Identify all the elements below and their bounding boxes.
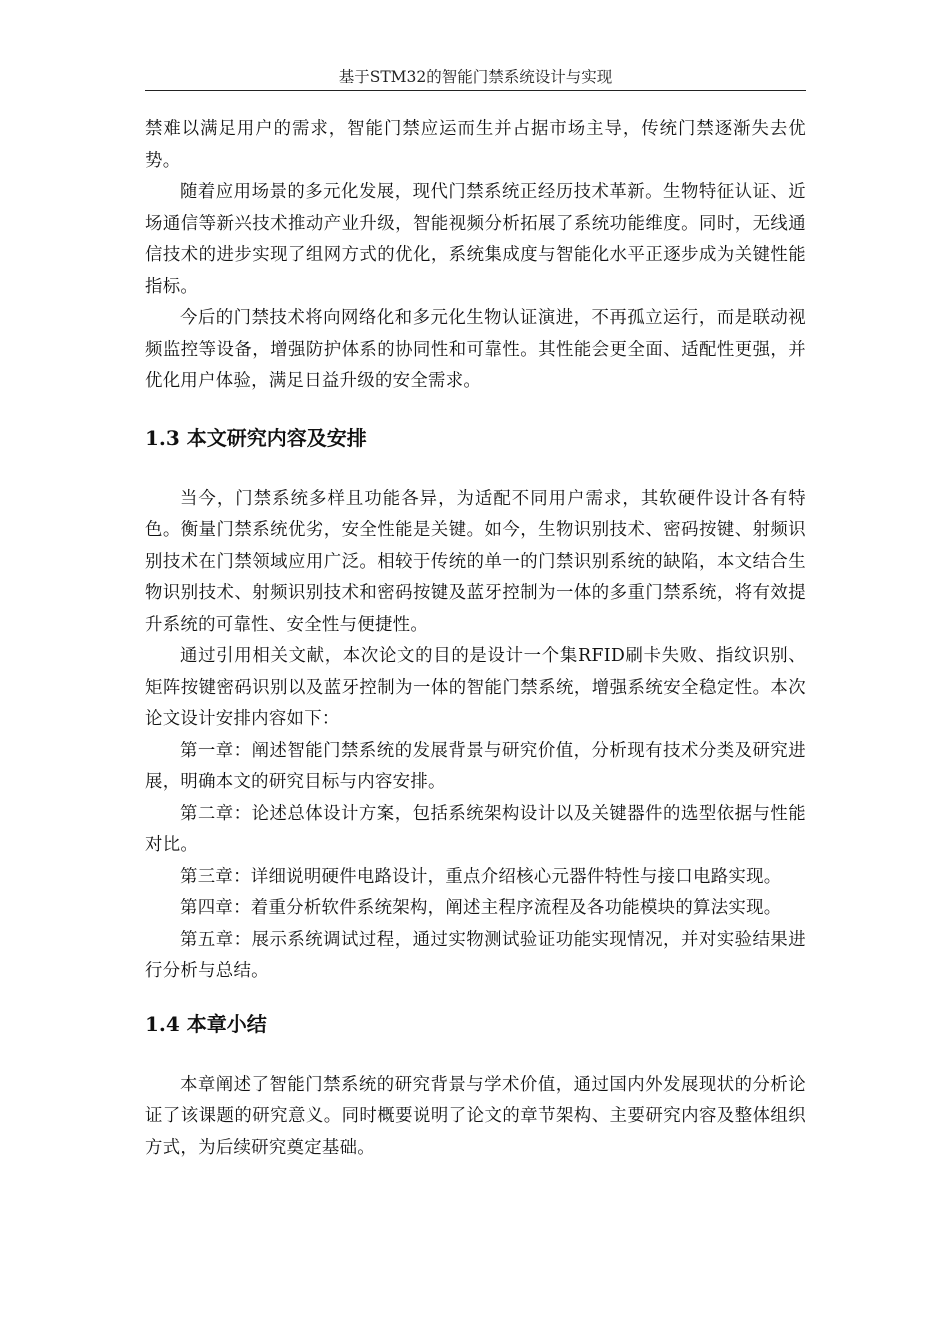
chapter-item-3: 第三章：详细说明硬件电路设计，重点介绍核心元器件特性与接口电路实现。 — [180, 866, 782, 887]
chapter-item-1: 第一章：阐述智能门禁系统的发展背景与研究价值，分析现有技术分类及研究进展，明确本文的研究目标与内容安排。 — [145, 740, 806, 792]
paragraph: 今后的门禁技术将向网络化和多元化生物认证演进，不再孤立运行，而是联动视频监控等设备，增强防护体系的协同性和可靠性。其性能会更全面、适配性更强，并优化用户体验，满足日益升级的安全需求。 — [145, 308, 806, 391]
page-header: 基于STM32的智能门禁系统设计与实现 — [145, 66, 806, 91]
page-body — [145, 114, 806, 1164]
section-heading-1-3: 1.3 本文研究内容及安排 — [145, 425, 367, 450]
chapter-item-5: 第五章：展示系统调试过程，通过实物测试验证功能实现情况，并对实验结果进行分析与总结。 — [145, 929, 806, 981]
paragraph: 通过引用相关文献，本次论文的目的是设计一个集RFID刷卡失败、指纹识别、矩阵按键密码识别以及蓝牙控制为一体的智能门禁系统，增强系统安全稳定性。本次论文设计安排内容如下： — [145, 646, 806, 729]
paragraph: 本章阐述了智能门禁系统的研究背景与学术价值，通过国内外发展现状的分析论证了该课题的研究意义。同时概要说明了论文的章节架构、主要研究内容及整体组织方式，为后续研究奠定基础。 — [145, 1074, 806, 1158]
chapter-item-4: 第四章：着重分析软件系统架构，阐述主程序流程及各功能模块的算法实现。 — [180, 898, 782, 918]
section-heading-1-4: 1.4 本章小结 — [145, 1011, 267, 1036]
chapter-item-2: 第二章：论述总体设计方案，包括系统架构设计以及关键器件的选型依据与性能对比。 — [145, 803, 806, 855]
paragraph: 禁难以满足用户的需求，智能门禁应运而生并占据市场主导，传统门禁逐渐失去优势。 — [145, 119, 806, 171]
paragraph: 随着应用场景的多元化发展，现代门禁系统正经历技术革新。生物特征认证、近场通信等新兴技术推动产业升级，智能视频分析拓展了系统功能维度。同时，无线通信技术的进步实现了组网方式的优化，系统集成度与智能化水平正逐步成为关键性能指标。 — [145, 182, 806, 297]
paragraph: 当今，门禁系统多样且功能各异，为适配不同用户需求，其软硬件设计各有特色。衡量门禁系统优劣，安全性能是关键。如今，生物识别技术、密码按键、射频识别技术在门禁领域应用广泛。相较于传统的单一的门禁识别系统的缺陷，本文结合生物识别技术、射频识别技术和密码按键及蓝牙控制为一体的多重门禁系统，将有效提升系统的可靠性、安全性与便捷性。 — [145, 488, 806, 635]
